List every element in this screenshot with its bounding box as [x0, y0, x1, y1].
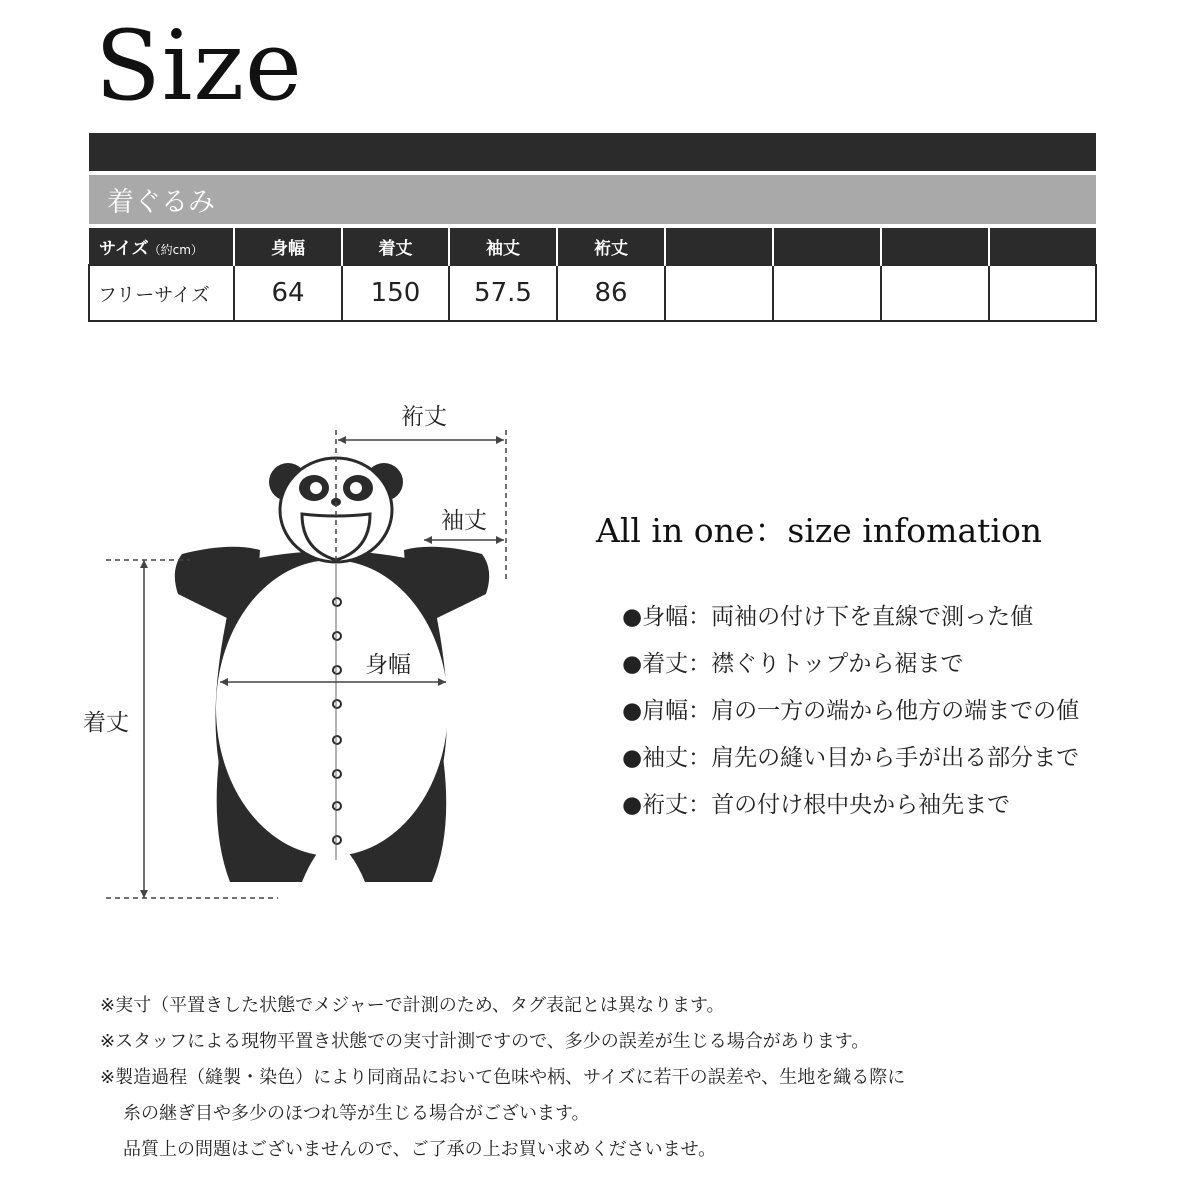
column-header: 袖丈	[449, 226, 557, 265]
note-line: ※実寸（平置きした状態でメジャーで計測のため、タグ表記とは異なります。	[100, 995, 725, 1016]
value-cell	[665, 265, 773, 321]
size-table	[88, 133, 1097, 322]
list-item: ●身幅：両袖の付け下を直線で測った値	[622, 604, 1034, 630]
column-header	[881, 226, 989, 265]
table-category-row	[89, 173, 1096, 226]
note-line: 糸の継ぎ目や多少のほつれ等が生じる場合がございます。	[123, 1103, 590, 1124]
table-top-bar	[89, 133, 1096, 173]
belly-patch	[216, 560, 448, 856]
value-cell	[881, 265, 989, 321]
value-cell: 86	[557, 265, 665, 321]
column-header	[989, 226, 1096, 265]
yukitake-label: 裄丈	[401, 404, 447, 430]
note-line: ※スタッフによる現物平置き状態での実寸計測ですので、多少の誤差が生じる場合があります。	[100, 1031, 870, 1052]
page-title: Size	[95, 10, 303, 122]
right-eye	[350, 482, 362, 494]
list-item: ●裄丈：首の付け根中央から袖先まで	[622, 792, 1011, 818]
column-header: 裄丈	[557, 226, 665, 265]
table-header-row	[89, 226, 1096, 265]
value-cell: 64	[234, 265, 342, 321]
list-item: ●肩幅：肩の一方の端から他方の端までの値	[622, 698, 1080, 724]
kitake-label: 着丈	[83, 710, 129, 736]
list-item: ●袖丈：肩先の縫い目から手が出る部分まで	[622, 745, 1080, 771]
column-header	[665, 226, 773, 265]
note-line: 品質上の問題はございませんので、ご了承の上お買い求めくださいませ。	[123, 1139, 717, 1160]
measurement-definitions	[622, 596, 1079, 831]
mihaba-label: 身幅	[365, 652, 411, 678]
category-label: 着ぐるみ	[89, 173, 1096, 226]
left-eye	[310, 482, 322, 494]
column-header	[773, 226, 881, 265]
value-cell	[989, 265, 1096, 321]
value-cell: 150	[342, 265, 449, 321]
value-cell: 57.5	[449, 265, 557, 321]
sodetake-label: 袖丈	[441, 508, 487, 534]
info-title: All in one：size infomation	[596, 511, 1043, 550]
notes	[100, 988, 905, 1168]
size-header: サイズ（約cm）	[89, 226, 234, 265]
column-header: 身幅	[234, 226, 342, 265]
column-header: 着丈	[342, 226, 449, 265]
note-line: ※製造過程（縫製・染色）により同商品において色味や柄、サイズに若干の誤差や、生地を織る際に	[100, 1067, 906, 1088]
value-cell	[773, 265, 881, 321]
size-name-cell: フリーサイズ	[89, 265, 234, 321]
panda-suit-diagram	[70, 390, 560, 920]
list-item: ●着丈：襟ぐりトップから裾まで	[622, 651, 964, 677]
table-row	[89, 265, 1096, 321]
